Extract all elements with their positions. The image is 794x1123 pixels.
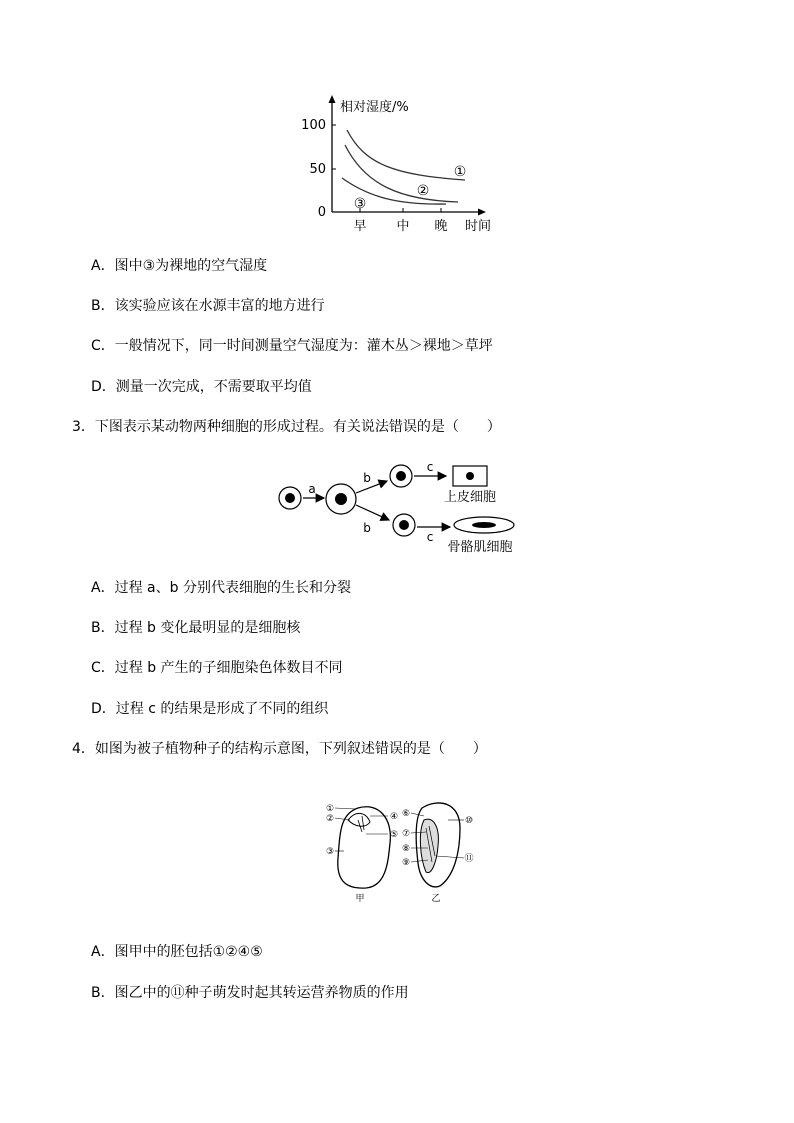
epithelial-cell-label: 上皮细胞 <box>443 490 497 505</box>
label-3: ③ <box>325 847 335 857</box>
label-yi: 乙 <box>431 894 441 904</box>
seed-structure-diagram <box>318 798 488 908</box>
label-9: ⑨ <box>401 858 411 868</box>
xtick-noon: 中 <box>396 219 410 234</box>
xtick-evening: 晚 <box>434 219 448 234</box>
q2-option-b: B．该实验应该在水源丰富的地方进行 <box>91 298 325 314</box>
label-10: ⑩ <box>464 816 474 826</box>
label-7: ⑦ <box>401 829 411 839</box>
chart-ylabel: 相对湿度/% <box>340 100 409 115</box>
humidity-chart <box>290 90 510 240</box>
q3-option-d: D．过程 c 的结果是形成了不同的组织 <box>91 701 329 717</box>
label-11: ⑪ <box>464 854 474 864</box>
series-label-3: ③ <box>353 196 367 212</box>
process-c-label-top: c <box>426 460 434 474</box>
label-8: ⑧ <box>401 844 411 854</box>
q4-stem: 4．如图为被子植物种子的结构示意图，下列叙述错误的是（ ） <box>72 741 487 757</box>
q3-stem: 3．下图表示某动物两种细胞的形成过程。有关说法错误的是（ ） <box>72 419 501 435</box>
q2-option-a: A．图中③为裸地的空气湿度 <box>91 258 268 274</box>
label-jia: 甲 <box>355 894 365 904</box>
q3-option-a: A．过程 a、b 分别代表细胞的生长和分裂 <box>91 580 351 596</box>
xtick-morning: 早 <box>353 219 367 234</box>
q3-option-b: B．过程 b 变化最明显的是细胞核 <box>91 620 301 636</box>
label-5: ⑤ <box>389 830 399 840</box>
q4-option-b: B．图乙中的⑪种子萌发时起其转运营养物质的作用 <box>91 985 409 1001</box>
series-label-2: ② <box>416 183 430 199</box>
x-axis-arrow <box>478 209 486 216</box>
label-6: ⑥ <box>401 809 411 819</box>
y-axis-arrow <box>329 95 336 103</box>
chart-xlabel: 时间 <box>464 219 492 234</box>
process-b-label-top: b <box>363 471 371 485</box>
series-line-2 <box>345 145 458 202</box>
label-4: ④ <box>389 812 399 822</box>
q4-option-a: A．图甲中的胚包括①②④⑤ <box>91 944 263 960</box>
process-c-label-bottom: c <box>426 530 434 544</box>
series-label-1: ① <box>453 164 467 180</box>
skeletal-muscle-cell-label: 骨骼肌细胞 <box>447 540 513 555</box>
process-b-label-bottom: b <box>363 521 371 535</box>
ytick-0: 0 <box>317 205 326 220</box>
process-a-label: a <box>308 482 316 496</box>
cell-formation-diagram <box>270 455 530 560</box>
q2-option-d: D．测量一次完成，不需要取平均值 <box>91 379 312 395</box>
label-1: ① <box>325 804 335 814</box>
ytick-50: 50 <box>309 162 326 177</box>
ytick-100: 100 <box>301 118 326 133</box>
q2-option-c: C．一般情况下，同一时间测量空气湿度为：灌木丛＞裸地＞草坪 <box>91 338 493 354</box>
label-2: ② <box>325 814 335 824</box>
q3-option-c: C．过程 b 产生的子细胞染色体数目不同 <box>91 660 343 676</box>
